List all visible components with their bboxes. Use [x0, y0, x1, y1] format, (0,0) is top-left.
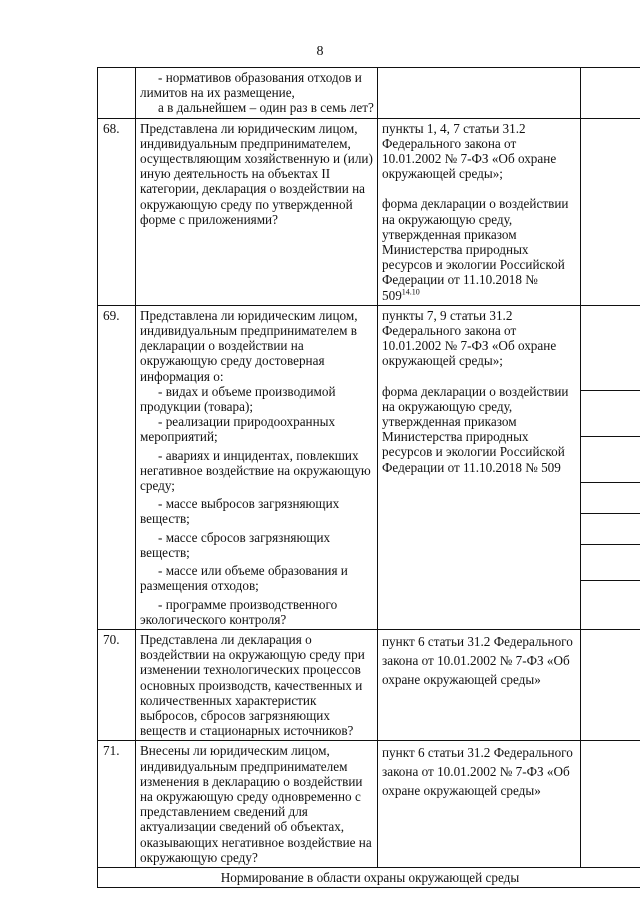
- question-subitem: - программе производственного экологического контроля?: [140, 596, 338, 627]
- question-subitem: - видах и объеме производимой продукции (товара);: [140, 383, 336, 415]
- continuation-line: а в дальнейшем – один раз в семь лет?: [158, 100, 374, 116]
- question-subitem: - авариях и инцидентах, повлекших негативное воздействие на окружающую среду;: [140, 447, 371, 494]
- legal-reference: пункт 6 статьи 31.2 Федерального закона от 10.01.2002 № 7-ФЗ «Об охране окружающей среды»: [382, 745, 573, 799]
- legal-reference-form: форма декларации о воздействии на окружающую среду, утвержденная приказом Министерства природных ресурсов и экологии Российской Федерации от 11.10.2018 № 509: [382, 383, 569, 475]
- reference-cell: [378, 629, 581, 740]
- answer-cell[interactable]: [581, 68, 640, 119]
- row-number: 71.: [98, 741, 136, 868]
- answer-cell[interactable]: [581, 629, 640, 740]
- question-cell: [136, 741, 378, 868]
- question-cell: [136, 118, 378, 305]
- answer-subcell[interactable]: [581, 390, 640, 436]
- table-row: [98, 118, 640, 305]
- legal-reference: пункты 1, 4, 7 статьи 31.2 Федерального закона от 10.01.2002 № 7-ФЗ «Об охране окружающей среды»;: [382, 120, 557, 182]
- table-row: [98, 68, 640, 119]
- table-row: [98, 741, 640, 868]
- reference-cell: [378, 68, 581, 119]
- question-subitem: - массе или объеме образования и размещения отходов;: [140, 563, 348, 594]
- table-row: [98, 629, 640, 740]
- question-subitem: - реализации природоохранных мероприятий;: [140, 414, 336, 445]
- legal-reference: пункт 6 статьи 31.2 Федерального закона от 10.01.2002 № 7-ФЗ «Об охране окружающей среды»: [382, 633, 573, 687]
- section-row: [98, 867, 640, 887]
- answer-subcell[interactable]: [581, 544, 640, 580]
- table-row: [98, 305, 640, 629]
- question-cell: [136, 305, 378, 629]
- checklist-table: [97, 67, 640, 888]
- page-number: 8: [316, 44, 324, 59]
- question-text: Внесены ли юридическим лицом, индивидуальным предпринимателем изменения в декларацию о воздействии на окружающую среду одновременно с представлением сведений для актуализации сведений об объектах, оказывающих негативное воздействие на окружающую среду?: [140, 743, 372, 865]
- question-text: Представлена ли декларация о воздействии на окружающую среду при изменении технологических процессов основных производств, качественных и количественных характеристик выбросов, сбросов загрязняющих веществ и стационарных источников?: [140, 631, 365, 739]
- reference-cell: [378, 305, 581, 629]
- question-cell: [136, 68, 378, 119]
- answer-subcell[interactable]: [581, 306, 640, 390]
- row-number: 68.: [98, 118, 136, 305]
- answer-subcell[interactable]: [581, 436, 640, 482]
- legal-reference: пункты 7, 9 статьи 31.2 Федерального закона от 10.01.2002 № 7-ФЗ «Об охране окружающей среды»;: [382, 307, 557, 369]
- answer-subcells: [581, 306, 640, 611]
- row-number: 69.: [98, 305, 136, 629]
- answer-cell[interactable]: [581, 741, 640, 868]
- row-number: 70.: [98, 629, 136, 740]
- question-text: Представлена ли юридическим лицом, индивидуальным предпринимателем, осуществляющим хозяйственную и (или) иную деятельность на объектах II категории, декларация о воздействии на окружающую среду по утвержденной форме с приложениями?: [140, 120, 373, 227]
- answer-cell[interactable]: [581, 118, 640, 305]
- answer-cell: [581, 305, 640, 629]
- section-heading: Нормирование в области охраны окружающей среды: [98, 867, 640, 887]
- question-subitem: - массе сбросов загрязняющих веществ;: [140, 529, 331, 560]
- footnote-marker: 14.10: [401, 287, 420, 297]
- answer-subcell[interactable]: [581, 580, 640, 611]
- question-text: Представлена ли юридическим лицом, индивидуальным предпринимателем в декларации о воздействии на окружающую среду достоверная информация о:: [140, 307, 358, 384]
- answer-subcell[interactable]: [581, 482, 640, 513]
- continuation-line: лимитов на их размещение,: [140, 85, 295, 101]
- row-number-cell: [98, 68, 136, 119]
- reference-cell: [378, 118, 581, 305]
- question-cell: [136, 629, 378, 740]
- legal-reference-form-text: форма декларации о воздействии на окружающую среду, утвержденная приказом Министерства природных ресурсов и экологии Российской Федерации от 11.10.2018 № 509: [382, 196, 569, 303]
- continuation-line: - нормативов образования отходов и: [158, 70, 362, 85]
- answer-subcell[interactable]: [581, 513, 640, 544]
- reference-cell: [378, 741, 581, 868]
- question-subitem: - массе выбросов загрязняющих веществ;: [140, 496, 340, 527]
- legal-reference-form: [382, 196, 577, 302]
